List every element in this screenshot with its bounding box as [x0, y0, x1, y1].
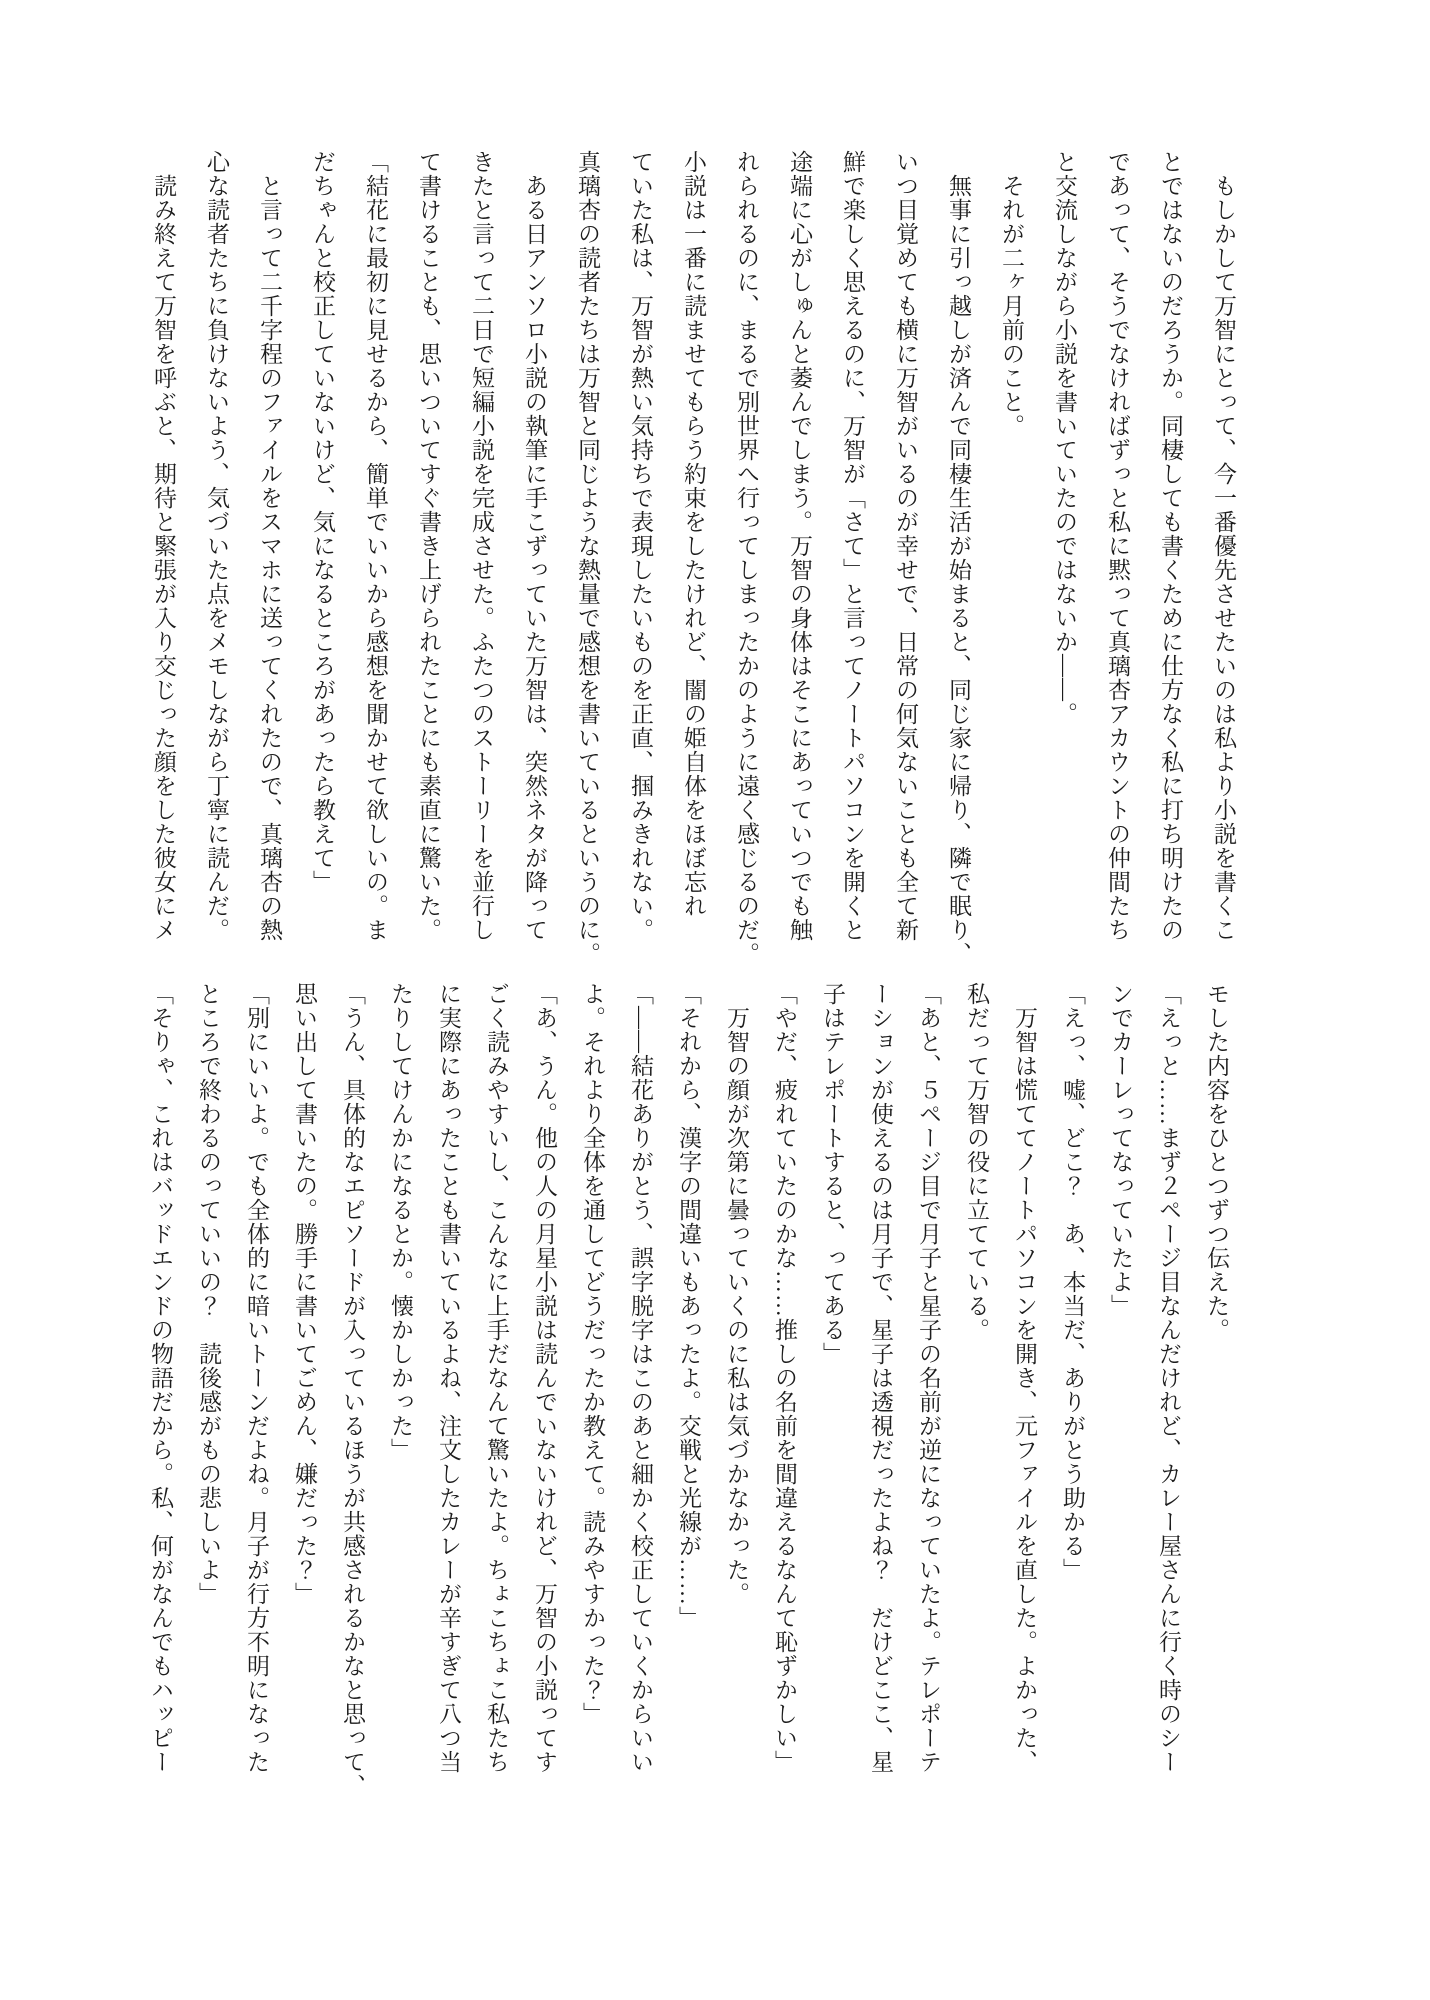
text-line: ていた私は、万智が熱い気持ちで表現したいものを正直、掴みきれない。 — [628, 150, 653, 942]
text-line: 心な読者たちに負けないよう、気づいた点をメモしながら丁寧に読んだ。 — [204, 150, 229, 942]
text-line: 子はテレポートすると、ってある」 — [820, 982, 845, 1366]
text-line: モした内容をひとつずつ伝えた。 — [1204, 982, 1229, 1342]
text-line: であって、そうでなければずっと私に黙って真璃杏アカウントの仲間たち — [1105, 150, 1130, 942]
text-line: 「えっと……まず２ページ目なんだけれど、カレー屋さんに行く時のシー — [1156, 982, 1181, 1774]
text-line: 「あと、５ページ目で月子と星子の名前が逆になっていたよ。テレポーテ — [916, 982, 941, 1774]
text-line: たりしてけんかになるとか。懐かしかった」 — [388, 982, 413, 1462]
text-line: 鮮で楽しく思えるのに、万智が「さて」と言ってノートパソコンを開くと — [840, 150, 865, 942]
text-line: 「えっ、嘘、どこ？ あ、本当だ、ありがとう助かる」 — [1060, 982, 1085, 1582]
text-line: 私だって万智の役に立てている。 — [964, 982, 989, 1342]
text-line: 読み終えて万智を呼ぶと、期待と緊張が入り交じった顔をした彼女にメ — [151, 150, 176, 942]
text-line: れられるのに、まるで別世界へ行ってしまったかのように遠く感じるのだ。 — [734, 150, 759, 966]
text-line: 万智の顔が次第に曇っていくのに私は気づかなかった。 — [724, 982, 749, 1606]
text-line: 途端に心がしゅんと萎んでしまう。万智の身体はそこにあっていつでも触 — [787, 150, 812, 942]
text-line: 「やだ、疲れていたのかな……推しの名前を間違えるなんて恥ずかしい」 — [772, 982, 797, 1774]
text-line: 「あ、うん。他の人の月星小説は読んでいないけれど、万智の小説ってす — [532, 982, 557, 1774]
text-line: ところで終わるのっていいの？ 読後感がもの悲しいよ」 — [196, 982, 221, 1606]
text-line: とではないのだろうか。同棲しても書くために仕方なく私に打ち明けたの — [1158, 150, 1183, 942]
text-line: いつ目覚めても横に万智がいるのが幸せで、日常の何気ないことも全て新 — [893, 150, 918, 942]
text-line: ある日アンソロ小説の執筆に手こずっていた万智は、突然ネタが降って — [522, 150, 547, 942]
text-line: 思い出して書いたの。勝手に書いてごめん、嫌だった？」 — [292, 982, 317, 1606]
text-line: 小説は一番に読ませてもらう約束をしたけれど、闇の姫自体をほぼ忘れ — [681, 150, 706, 918]
text-line: 「うん、具体的なエピソードが入っているほうが共感されるかなと思って、 — [340, 982, 365, 1798]
text-line: 「それから、漢字の間違いもあったよ。交戦と光線が……」 — [676, 982, 701, 1630]
text-line: よ。それより全体を通してどうだったか教えて。読みやすかった？」 — [580, 982, 605, 1726]
text-line: 「別にいいよ。でも全体的に暗いトーンだよね。月子が行方不明になった — [244, 982, 269, 1774]
text-line: 「そりゃ、これはバッドエンドの物語だから。私、何がなんでもハッピー — [148, 982, 173, 1774]
text-line: ンでカーレってなっていたよ」 — [1108, 982, 1133, 1318]
text-line: 無事に引っ越しが済んで同棲生活が始まると、同じ家に帰り、隣で眠り、 — [946, 150, 971, 966]
text-line: 「結花に最初に見せるから、簡単でいいから感想を聞かせて欲しいの。ま — [363, 150, 388, 942]
text-line: それが二ヶ月前のこと。 — [999, 150, 1024, 438]
text-line: て書けることも、思いついてすぐ書き上げられたことにも素直に驚いた。 — [416, 150, 441, 942]
text-line: だちゃんと校正していないけど、気になるところがあったら教えて」 — [310, 150, 335, 894]
text-block-upper — [137, 150, 1250, 966]
text-line: ごく読みやすいし、こんなに上手だなんて驚いたよ。ちょこちょこ私たち — [484, 982, 509, 1774]
text-line: ーションが使えるのは月子で、星子は透視だったよね？ だけどここ、星 — [868, 982, 893, 1774]
text-line: と言って二千字程のファイルをスマホに送ってくれたので、真璃杏の熱 — [257, 150, 282, 942]
text-line: もしかして万智にとって、今一番優先させたいのは私より小説を書くこ — [1211, 150, 1236, 942]
text-block-lower — [136, 982, 1240, 1798]
text-line: 万智は慌ててノートパソコンを開き、元ファイルを直した。よかった、 — [1012, 982, 1037, 1774]
text-line: 真璃杏の読者たちは万智と同じような熱量で感想を書いているというのに。 — [575, 150, 600, 966]
text-line: 「――結花ありがとう、誤字脱字はこのあと細かく校正していくからいい — [628, 982, 653, 1774]
text-line: に実際にあったことも書いているよね、注文したカレーが辛すぎて八つ当 — [436, 982, 461, 1774]
text-line: きたと言って二日で短編小説を完成させた。ふたつのストーリーを並行し — [469, 150, 494, 942]
text-line: と交流しながら小説を書いていたのではないか――。 — [1052, 150, 1077, 726]
